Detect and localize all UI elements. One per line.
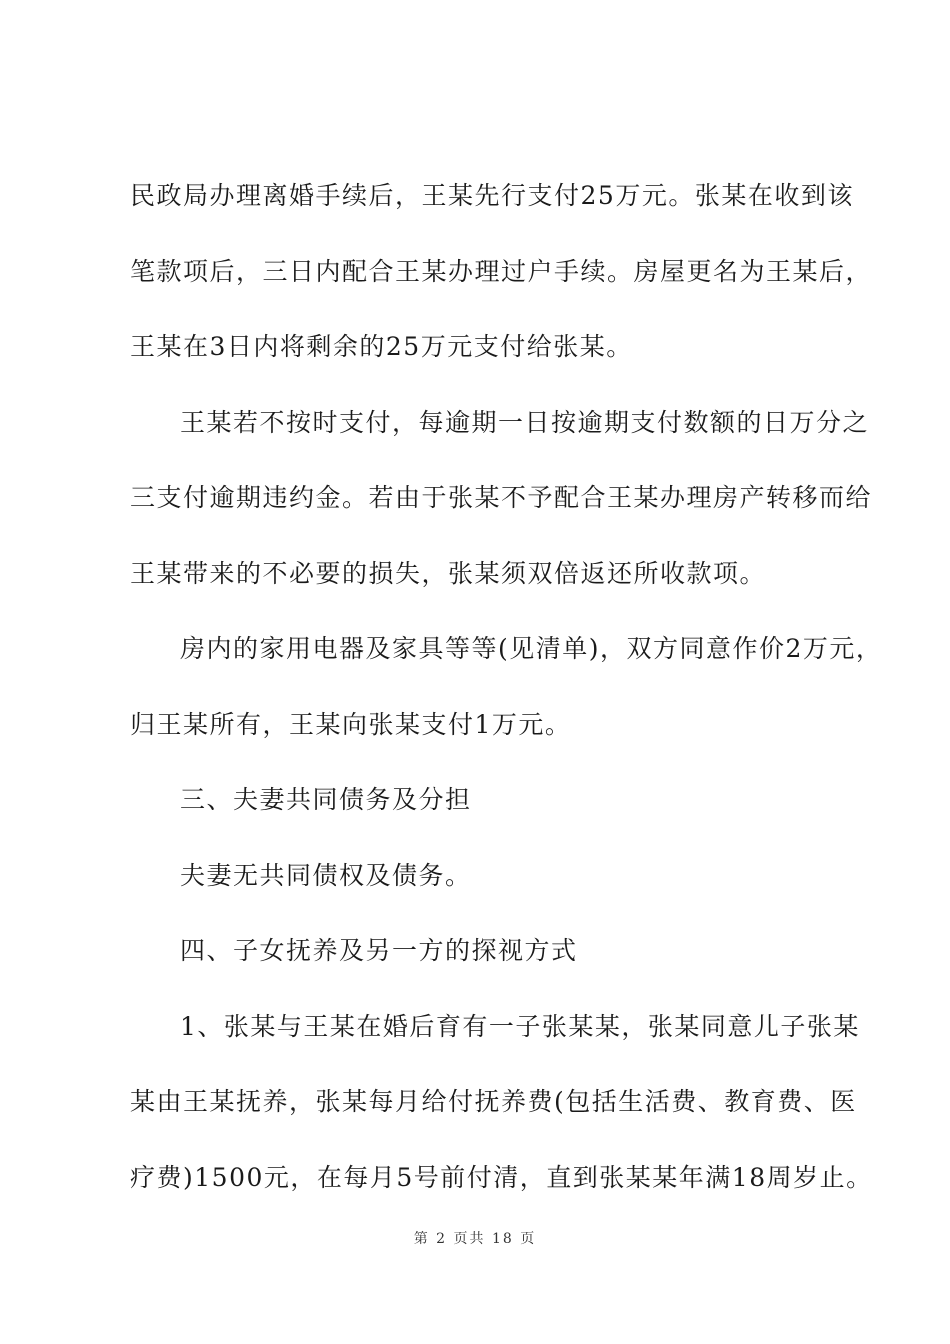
body-line-1: 民政局办理离婚手续后，王某先行支付25万元。张某在收到该 <box>130 181 854 210</box>
section-heading-4: 四、子女抚养及另一方的探视方式 <box>180 936 578 965</box>
body-line-7: 房内的家用电器及家具等等(见清单)，双方同意作价2万元， <box>180 634 883 663</box>
section-heading-3: 三、夫妻共同债务及分担 <box>180 785 472 814</box>
page-number-footer: 第 2 页共 18 页 <box>413 1231 537 1247</box>
body-line-2: 笔款项后，三日内配合王某办理过户手续。房屋更名为王某后， <box>130 257 873 286</box>
body-line-4: 王某若不按时支付，每逾期一日按逾期支付数额的日万分之 <box>180 408 870 437</box>
body-line-12: 1、张某与王某在婚后育有一子张某某，张某同意儿子张某 <box>180 1012 860 1041</box>
body-line-5: 三支付逾期违约金。若由于张某不予配合王某办理房产转移而给 <box>130 483 873 512</box>
body-line-14: 疗费)1500元，在每月5号前付清，直到张某某年满18周岁止。 <box>130 1163 873 1192</box>
body-line-8: 归王某所有，王某向张某支付1万元。 <box>130 710 572 739</box>
body-line-13: 某由王某抚养，张某每月给付抚养费(包括生活费、教育费、医 <box>130 1087 857 1116</box>
body-line-10: 夫妻无共同债权及债务。 <box>180 861 472 890</box>
body-line-6: 王某带来的不必要的损失，张某须双倍返还所收款项。 <box>130 559 767 588</box>
body-line-3: 王某在3日内将剩余的25万元支付给张某。 <box>130 332 633 361</box>
